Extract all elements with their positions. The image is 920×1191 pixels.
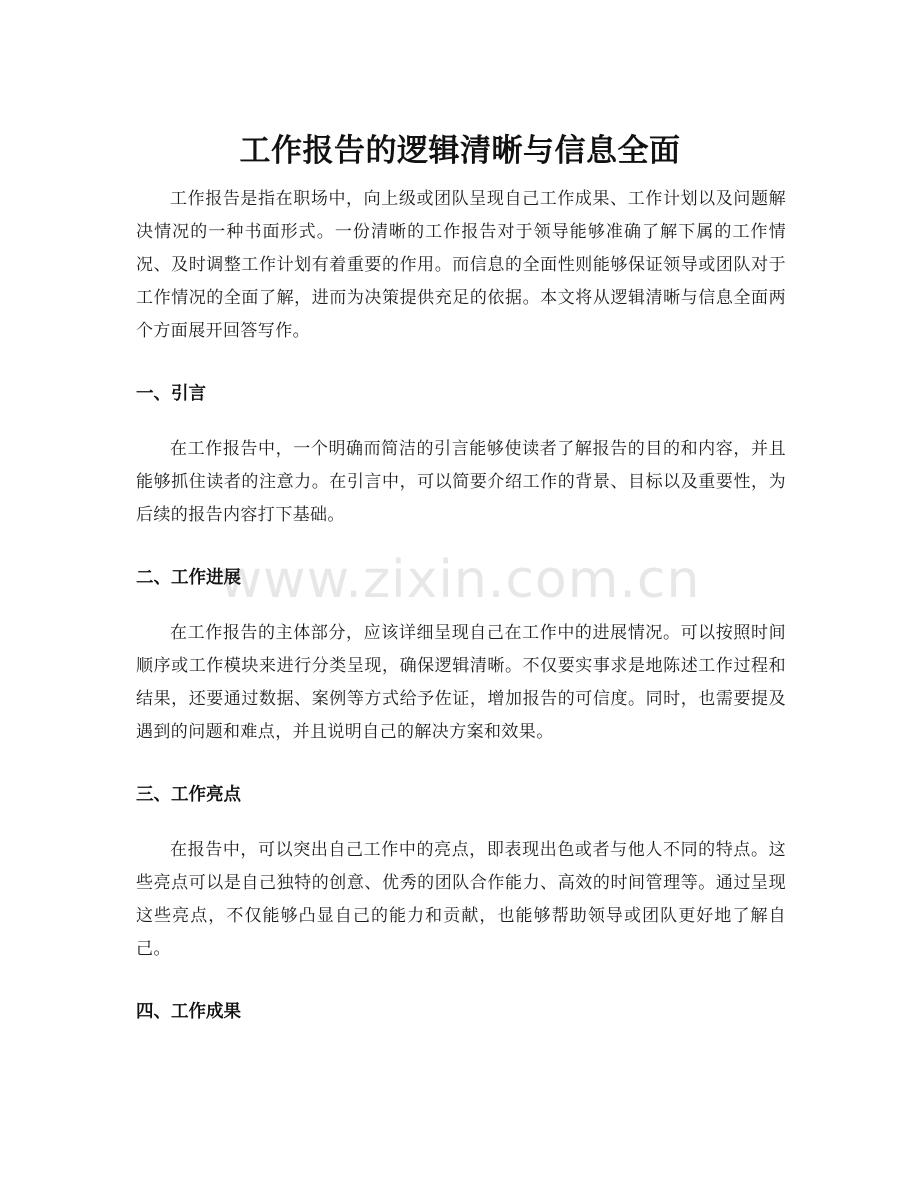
document-body xyxy=(136,183,786,1029)
section-paragraph-progress: 在工作报告的主体部分，应该详细呈现自己在工作中的进展情况。可以按照时间顺序或工作模块来进行分类呈现，确保逻辑清晰。不仅要实事求是地陈述工作过程和结果，还要通过数据、案例等方式给予佐证，增加报告的可信度。同时，也需要提及遇到的问题和难点，并且说明自己的解决方案和效果。 xyxy=(136,623,786,742)
section-heading-results: 四、工作成果 xyxy=(136,1002,241,1022)
section-heading-highlights: 三、工作亮点 xyxy=(136,785,241,805)
section-paragraph-highlights: 在报告中，可以突出自己工作中的亮点，即表现出色或者与他人不同的特点。这些亮点可以是自己独特的创意、优秀的团队合作能力、高效的时间管理等。通过呈现这些亮点，不仅能够凸显自己的能力和贡献，也能够帮助领导或团队更好地了解自己。 xyxy=(136,840,786,959)
document-title: 工作报告的逻辑清晰与信息全面 xyxy=(239,132,681,169)
section-heading-progress: 二、工作进展 xyxy=(136,568,241,588)
section-heading-introduction: 一、引言 xyxy=(136,384,206,404)
section-paragraph-introduction: 在工作报告中，一个明确而简洁的引言能够使读者了解报告的目的和内容，并且能够抓住读者的注意力。在引言中，可以简要介绍工作的背景、目标以及重要性，为后续的报告内容打下基础。 xyxy=(136,439,786,525)
watermark-text: www.zixin.com.cn xyxy=(219,550,701,610)
intro-paragraph: 工作报告是指在职场中，向上级或团队呈现自己工作成果、工作计划以及问题解决情况的一种书面形式。一份清晰的工作报告对于领导能够准确了解下属的工作情况、及时调整工作计划有着重要的作用。而信息的全面性则能够保证领导或团队对于工作情况的全面了解，进而为决策提供充足的依据。本文将从逻辑清晰与信息全面两个方面展开回答写作。 xyxy=(136,189,786,341)
